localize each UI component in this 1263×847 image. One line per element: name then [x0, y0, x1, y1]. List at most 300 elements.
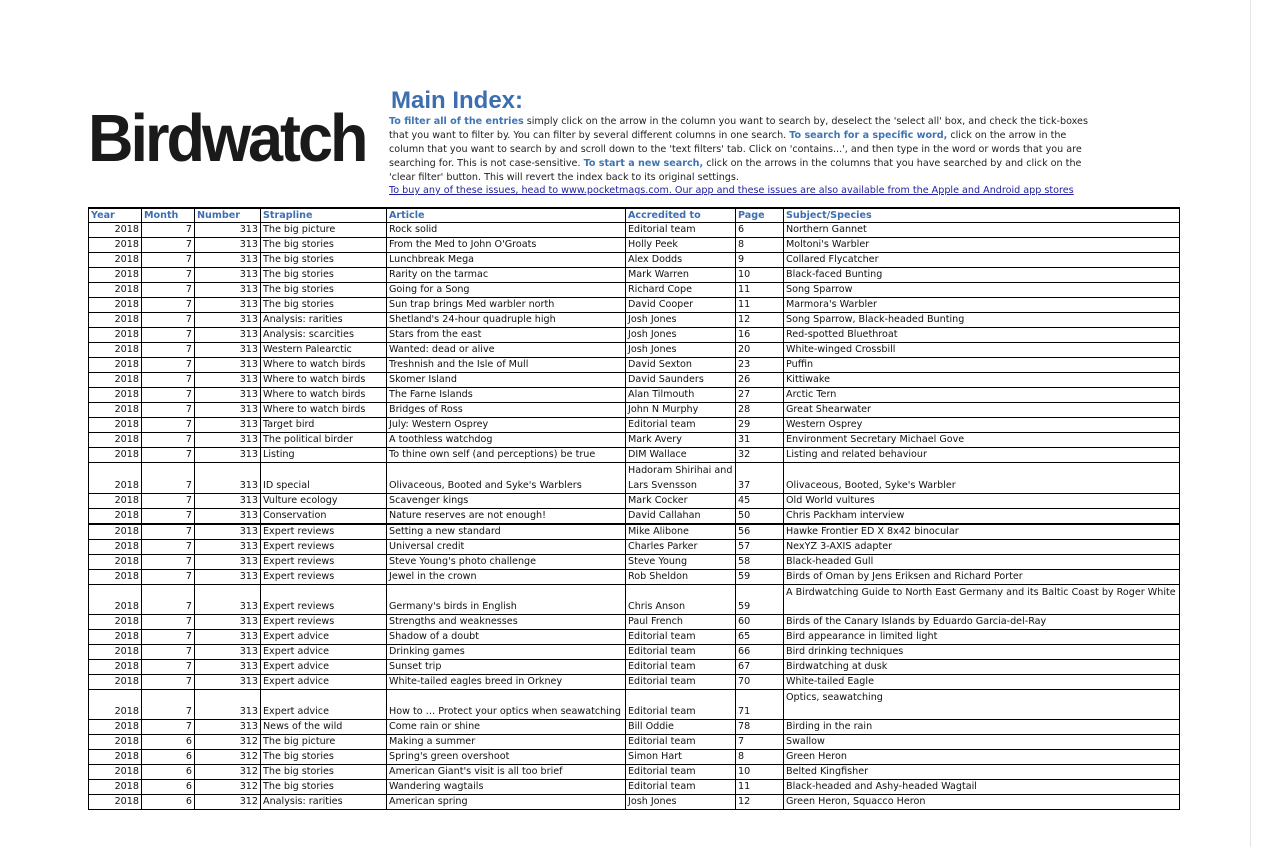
- table-row: [89, 630, 1180, 645]
- cell-year: 2018: [89, 433, 142, 448]
- cell-number: 313: [195, 223, 261, 238]
- cell-number: 313: [195, 660, 261, 675]
- instr-filter-heading: To filter all of the entries: [389, 116, 524, 127]
- cell-year: 2018: [89, 509, 142, 525]
- cell-accredited-to: Mark Avery: [626, 433, 736, 448]
- cell-article: American spring: [387, 795, 626, 810]
- cell-article: From the Med to John O'Groats: [387, 238, 626, 253]
- cell-accredited-to: Editorial team: [626, 223, 736, 238]
- cell-page: 59: [736, 585, 784, 615]
- cell-month: 7: [142, 268, 195, 283]
- cell-article: Sunset trip: [387, 660, 626, 675]
- cell-month: 6: [142, 780, 195, 795]
- cell-year: 2018: [89, 690, 142, 720]
- cell-number: 313: [195, 298, 261, 313]
- cell-month: 7: [142, 570, 195, 585]
- cell-number: 312: [195, 735, 261, 750]
- table-row: [89, 283, 1180, 298]
- table-row: [89, 298, 1180, 313]
- cell-article: Making a summer: [387, 735, 626, 750]
- cell-strapline: Analysis: rarities: [261, 313, 387, 328]
- cell-number: 313: [195, 494, 261, 509]
- cell-accredited-to: David Cooper: [626, 298, 736, 313]
- cell-article: Bridges of Ross: [387, 403, 626, 418]
- cell-strapline: Conservation: [261, 509, 387, 525]
- cell-page: 57: [736, 540, 784, 555]
- cell-year: 2018: [89, 253, 142, 268]
- cell-year: 2018: [89, 283, 142, 298]
- cell-page: 50: [736, 509, 784, 525]
- cell-subject-species: Song Sparrow: [784, 283, 1180, 298]
- cell-subject-species: Green Heron: [784, 750, 1180, 765]
- cell-page: 59: [736, 570, 784, 585]
- table-row: [89, 660, 1180, 675]
- cell-year: 2018: [89, 750, 142, 765]
- cell-number: 313: [195, 463, 261, 494]
- cell-accredited-to: Chris Anson: [626, 585, 736, 615]
- cell-page: 31: [736, 433, 784, 448]
- cell-subject-species: Song Sparrow, Black-headed Bunting: [784, 313, 1180, 328]
- cell-strapline: Vulture ecology: [261, 494, 387, 509]
- cell-subject-species: Birding in the rain: [784, 720, 1180, 735]
- cell-number: 313: [195, 418, 261, 433]
- cell-month: 7: [142, 253, 195, 268]
- cell-month: 6: [142, 735, 195, 750]
- cell-month: 7: [142, 509, 195, 525]
- cell-month: 7: [142, 720, 195, 735]
- table-row: [89, 555, 1180, 570]
- cell-month: 7: [142, 494, 195, 509]
- cell-subject-species: Old World vultures: [784, 494, 1180, 509]
- cell-accredited-to: Josh Jones: [626, 313, 736, 328]
- cell-accredited-to: Editorial team: [626, 675, 736, 690]
- cell-page: 45: [736, 494, 784, 509]
- cell-month: 7: [142, 540, 195, 555]
- cell-month: 7: [142, 223, 195, 238]
- cell-accredited-to: Alex Dodds: [626, 253, 736, 268]
- cell-year: 2018: [89, 615, 142, 630]
- column-header-page[interactable]: Page: [736, 209, 784, 223]
- cell-year: 2018: [89, 223, 142, 238]
- table-row: [89, 448, 1180, 463]
- cell-subject-species: Optics, seawatching: [784, 690, 1180, 720]
- cell-year: 2018: [89, 555, 142, 570]
- cell-page: 78: [736, 720, 784, 735]
- cell-month: 7: [142, 328, 195, 343]
- page-edge-line: [1250, 0, 1251, 847]
- cell-subject-species: Environment Secretary Michael Gove: [784, 433, 1180, 448]
- cell-accredited-to: Mark Cocker: [626, 494, 736, 509]
- cell-year: 2018: [89, 298, 142, 313]
- cell-subject-species: Northern Gannet: [784, 223, 1180, 238]
- cell-page: 71: [736, 690, 784, 720]
- instructions: [389, 115, 1097, 185]
- cell-number: 312: [195, 780, 261, 795]
- cell-accredited-to: Steve Young: [626, 555, 736, 570]
- cell-accredited-to: David Saunders: [626, 373, 736, 388]
- table-row: [89, 313, 1180, 328]
- cell-strapline: Expert advice: [261, 690, 387, 720]
- cell-article: Stars from the east: [387, 328, 626, 343]
- cell-page: 67: [736, 660, 784, 675]
- cell-month: 7: [142, 373, 195, 388]
- cell-accredited-to: Charles Parker: [626, 540, 736, 555]
- cell-month: 7: [142, 343, 195, 358]
- cell-strapline: Expert reviews: [261, 555, 387, 570]
- cell-strapline: The big picture: [261, 223, 387, 238]
- cell-month: 7: [142, 615, 195, 630]
- cell-page: 10: [736, 268, 784, 283]
- cell-year: 2018: [89, 780, 142, 795]
- cell-number: 313: [195, 720, 261, 735]
- cell-subject-species: Arctic Tern: [784, 388, 1180, 403]
- cell-month: 7: [142, 388, 195, 403]
- cell-article: Lunchbreak Mega: [387, 253, 626, 268]
- table-row: [89, 343, 1180, 358]
- table-row: [89, 615, 1180, 630]
- cell-strapline: The big stories: [261, 238, 387, 253]
- cell-page: 60: [736, 615, 784, 630]
- cell-accredited-to: Mike Alibone: [626, 524, 736, 540]
- cell-strapline: Expert advice: [261, 630, 387, 645]
- cell-strapline: The big stories: [261, 765, 387, 780]
- cell-accredited-to: John N Murphy: [626, 403, 736, 418]
- cell-article: Germany's birds in English: [387, 585, 626, 615]
- cell-month: 7: [142, 463, 195, 494]
- column-header-year[interactable]: Year: [89, 209, 142, 223]
- cell-accredited-to: Editorial team: [626, 780, 736, 795]
- column-header-month[interactable]: Month: [142, 209, 195, 223]
- cell-year: 2018: [89, 358, 142, 373]
- cell-number: 313: [195, 630, 261, 645]
- cell-page: 26: [736, 373, 784, 388]
- cell-accredited-to: Editorial team: [626, 418, 736, 433]
- cell-accredited-to: Mark Warren: [626, 268, 736, 283]
- cell-subject-species: Black-headed Gull: [784, 555, 1180, 570]
- cell-year: 2018: [89, 540, 142, 555]
- table-row: [89, 540, 1180, 555]
- cell-number: 313: [195, 403, 261, 418]
- cell-accredited-to: Editorial team: [626, 735, 736, 750]
- cell-strapline: Expert advice: [261, 660, 387, 675]
- cell-accredited-to: Bill Oddie: [626, 720, 736, 735]
- cell-subject-species: White-winged Crossbill: [784, 343, 1180, 358]
- cell-article: Steve Young's photo challenge: [387, 555, 626, 570]
- cell-year: 2018: [89, 570, 142, 585]
- cell-page: 7: [736, 735, 784, 750]
- cell-subject-species: Great Shearwater: [784, 403, 1180, 418]
- table-header-row: [89, 209, 1180, 223]
- cell-page: 6: [736, 223, 784, 238]
- table-row: [89, 524, 1180, 540]
- cell-year: 2018: [89, 313, 142, 328]
- column-header-subject-species[interactable]: Subject/Species: [784, 209, 1180, 223]
- cell-page: 56: [736, 524, 784, 540]
- cell-accredited-to: Paul French: [626, 615, 736, 630]
- table-row: [89, 690, 1180, 720]
- cell-strapline: The big stories: [261, 750, 387, 765]
- instr-filter-text: simply click on the arrow in the column you want to search by, deselect the 'select all' box, and check the tick-boxes that you want to filter by. You can filter by several different columns in one search.: [389, 116, 1088, 141]
- cell-month: 7: [142, 675, 195, 690]
- cell-page: 28: [736, 403, 784, 418]
- cell-strapline: Expert advice: [261, 645, 387, 660]
- cell-strapline: The big stories: [261, 253, 387, 268]
- table-row: [89, 418, 1180, 433]
- cell-strapline: Where to watch birds: [261, 403, 387, 418]
- cell-year: 2018: [89, 675, 142, 690]
- cell-number: 312: [195, 765, 261, 780]
- cell-number: 313: [195, 343, 261, 358]
- table-row: [89, 765, 1180, 780]
- column-header-accredited-to[interactable]: Accredited to: [626, 209, 736, 223]
- cell-article: A toothless watchdog: [387, 433, 626, 448]
- cell-year: 2018: [89, 373, 142, 388]
- cell-number: 313: [195, 373, 261, 388]
- cell-year: 2018: [89, 238, 142, 253]
- cell-article: Jewel in the crown: [387, 570, 626, 585]
- cell-accredited-to: Rob Sheldon: [626, 570, 736, 585]
- cell-number: 313: [195, 570, 261, 585]
- cell-month: 7: [142, 313, 195, 328]
- cell-strapline: News of the wild: [261, 720, 387, 735]
- cell-accredited-to: Editorial team: [626, 660, 736, 675]
- cell-year: 2018: [89, 268, 142, 283]
- cell-number: 313: [195, 253, 261, 268]
- cell-month: 7: [142, 403, 195, 418]
- cell-page: 10: [736, 765, 784, 780]
- cell-month: 7: [142, 585, 195, 615]
- table-row: [89, 509, 1180, 525]
- table-body: [89, 223, 1180, 810]
- cell-year: 2018: [89, 463, 142, 494]
- cell-month: 6: [142, 795, 195, 810]
- cell-subject-species: Puffin: [784, 358, 1180, 373]
- cell-strapline: Expert reviews: [261, 540, 387, 555]
- cell-article: Setting a new standard: [387, 524, 626, 540]
- cell-accredited-to: Holly Peek: [626, 238, 736, 253]
- cell-month: 7: [142, 524, 195, 540]
- cell-page: 70: [736, 675, 784, 690]
- cell-number: 313: [195, 433, 261, 448]
- cell-accredited-to: Editorial team: [626, 645, 736, 660]
- cell-page: 65: [736, 630, 784, 645]
- cell-year: 2018: [89, 645, 142, 660]
- cell-year: 2018: [89, 388, 142, 403]
- table-row: [89, 238, 1180, 253]
- cell-number: 313: [195, 268, 261, 283]
- table-row: [89, 268, 1180, 283]
- table-row: [89, 735, 1180, 750]
- cell-article: Wanted: dead or alive: [387, 343, 626, 358]
- cell-page: 20: [736, 343, 784, 358]
- table-row: [89, 223, 1180, 238]
- table-row: [89, 494, 1180, 509]
- cell-page: 29: [736, 418, 784, 433]
- cell-accredited-to: Simon Hart: [626, 750, 736, 765]
- cell-subject-species: Olivaceous, Booted, Syke's Warbler: [784, 463, 1180, 494]
- cell-month: 7: [142, 690, 195, 720]
- cell-subject-species: Western Osprey: [784, 418, 1180, 433]
- cell-strapline: Expert reviews: [261, 524, 387, 540]
- cell-page: 11: [736, 283, 784, 298]
- cell-number: 313: [195, 448, 261, 463]
- cell-number: 313: [195, 524, 261, 540]
- cell-number: 313: [195, 690, 261, 720]
- cell-page: 12: [736, 795, 784, 810]
- cell-subject-species: A Birdwatching Guide to North East Germany and its Baltic Coast by Roger White: [784, 585, 1180, 615]
- cell-page: 32: [736, 448, 784, 463]
- cell-article: Drinking games: [387, 645, 626, 660]
- table-row: [89, 358, 1180, 373]
- cell-article: Come rain or shine: [387, 720, 626, 735]
- cell-page: 66: [736, 645, 784, 660]
- cell-article: Rarity on the tarmac: [387, 268, 626, 283]
- column-header-article[interactable]: Article: [387, 209, 626, 223]
- cell-page: 8: [736, 238, 784, 253]
- cell-year: 2018: [89, 720, 142, 735]
- cell-strapline: The big stories: [261, 780, 387, 795]
- cell-year: 2018: [89, 585, 142, 615]
- cell-strapline: Expert advice: [261, 675, 387, 690]
- page-title: Main Index:: [391, 87, 524, 114]
- cell-subject-species: NexYZ 3-AXIS adapter: [784, 540, 1180, 555]
- cell-month: 7: [142, 358, 195, 373]
- cell-article: Olivaceous, Booted and Syke's Warblers: [387, 463, 626, 494]
- cell-subject-species: Belted Kingfisher: [784, 765, 1180, 780]
- cell-accredited-to: David Sexton: [626, 358, 736, 373]
- cell-month: 6: [142, 750, 195, 765]
- table-row: [89, 585, 1180, 615]
- cell-article: Shadow of a doubt: [387, 630, 626, 645]
- cell-article: To thine own self (and perceptions) be true: [387, 448, 626, 463]
- cell-number: 312: [195, 795, 261, 810]
- buy-issues-link[interactable]: To buy any of these issues, head to www.pocketmags.com. Our app and these issues are also available from the Apple and Android app stores: [389, 185, 1074, 196]
- cell-article: Strengths and weaknesses: [387, 615, 626, 630]
- cell-article: The Farne Islands: [387, 388, 626, 403]
- cell-strapline: Analysis: rarities: [261, 795, 387, 810]
- cell-strapline: Where to watch birds: [261, 388, 387, 403]
- cell-month: 7: [142, 298, 195, 313]
- cell-number: 313: [195, 238, 261, 253]
- cell-year: 2018: [89, 343, 142, 358]
- cell-accredited-to: Josh Jones: [626, 328, 736, 343]
- cell-subject-species: Birds of Oman by Jens Eriksen and Richard Porter: [784, 570, 1180, 585]
- cell-month: 7: [142, 238, 195, 253]
- table-row: [89, 403, 1180, 418]
- cell-year: 2018: [89, 735, 142, 750]
- cell-year: 2018: [89, 418, 142, 433]
- cell-month: 7: [142, 283, 195, 298]
- cell-strapline: Target bird: [261, 418, 387, 433]
- cell-month: 7: [142, 433, 195, 448]
- cell-strapline: Analysis: scarcities: [261, 328, 387, 343]
- column-header-number[interactable]: Number: [195, 209, 261, 223]
- cell-page: 9: [736, 253, 784, 268]
- cell-article: Shetland's 24-hour quadruple high: [387, 313, 626, 328]
- cell-article: Nature reserves are not enough!: [387, 509, 626, 525]
- cell-page: 23: [736, 358, 784, 373]
- cell-accredited-to: Editorial team: [626, 765, 736, 780]
- cell-strapline: The big stories: [261, 283, 387, 298]
- column-header-strapline[interactable]: Strapline: [261, 209, 387, 223]
- instr-reset-text: click on the arrows in the columns that you have searched by and click on the 'clear filter' button. This will revert the index back to its original settings.: [389, 158, 1082, 183]
- cell-article: July: Western Osprey: [387, 418, 626, 433]
- cell-accredited-to: Alan Tilmouth: [626, 388, 736, 403]
- cell-article: White-tailed eagles breed in Orkney: [387, 675, 626, 690]
- cell-accredited-to: Editorial team: [626, 630, 736, 645]
- cell-accredited-to: DIM Wallace: [626, 448, 736, 463]
- cell-article: Sun trap brings Med warbler north: [387, 298, 626, 313]
- table-row: [89, 463, 1180, 494]
- cell-page: 11: [736, 780, 784, 795]
- cell-number: 313: [195, 328, 261, 343]
- cell-subject-species: Black-faced Bunting: [784, 268, 1180, 283]
- cell-subject-species: Green Heron, Squacco Heron: [784, 795, 1180, 810]
- cell-strapline: Western Palearctic: [261, 343, 387, 358]
- cell-subject-species: Swallow: [784, 735, 1180, 750]
- cell-year: 2018: [89, 524, 142, 540]
- cell-accredited-to: Hadoram Shirihai and Lars Svensson: [626, 463, 736, 494]
- table-row: [89, 373, 1180, 388]
- cell-article: Universal credit: [387, 540, 626, 555]
- cell-article: Treshnish and the Isle of Mull: [387, 358, 626, 373]
- cell-page: 27: [736, 388, 784, 403]
- cell-article: Spring's green overshoot: [387, 750, 626, 765]
- cell-number: 313: [195, 358, 261, 373]
- cell-subject-species: Hawke Frontier ED X 8x42 binocular: [784, 524, 1180, 540]
- cell-number: 313: [195, 615, 261, 630]
- cell-year: 2018: [89, 328, 142, 343]
- cell-number: 313: [195, 283, 261, 298]
- cell-year: 2018: [89, 494, 142, 509]
- cell-year: 2018: [89, 403, 142, 418]
- cell-month: 7: [142, 645, 195, 660]
- cell-year: 2018: [89, 765, 142, 780]
- table-row: [89, 795, 1180, 810]
- cell-strapline: ID special: [261, 463, 387, 494]
- cell-month: 6: [142, 765, 195, 780]
- table-row: [89, 675, 1180, 690]
- cell-accredited-to: Editorial team: [626, 690, 736, 720]
- cell-strapline: The big stories: [261, 268, 387, 283]
- cell-strapline: The big stories: [261, 298, 387, 313]
- cell-year: 2018: [89, 630, 142, 645]
- cell-strapline: Listing: [261, 448, 387, 463]
- cell-month: 7: [142, 448, 195, 463]
- cell-subject-species: Birds of the Canary Islands by Eduardo Garcia-del-Ray: [784, 615, 1180, 630]
- instr-search-heading: To search for a specific word,: [789, 130, 948, 141]
- cell-accredited-to: Richard Cope: [626, 283, 736, 298]
- cell-strapline: The political birder: [261, 433, 387, 448]
- cell-subject-species: Red-spotted Bluethroat: [784, 328, 1180, 343]
- cell-page: 58: [736, 555, 784, 570]
- cell-article: How to … Protect your optics when seawatching: [387, 690, 626, 720]
- cell-year: 2018: [89, 795, 142, 810]
- cell-article: Going for a Song: [387, 283, 626, 298]
- cell-strapline: Expert reviews: [261, 585, 387, 615]
- table-row: [89, 645, 1180, 660]
- cell-month: 7: [142, 418, 195, 433]
- table-row: [89, 780, 1180, 795]
- cell-subject-species: Kittiwake: [784, 373, 1180, 388]
- cell-number: 313: [195, 509, 261, 525]
- cell-number: 313: [195, 585, 261, 615]
- cell-subject-species: Marmora's Warbler: [784, 298, 1180, 313]
- cell-subject-species: Bird drinking techniques: [784, 645, 1180, 660]
- cell-article: American Giant's visit is all too brief: [387, 765, 626, 780]
- cell-article: Skomer Island: [387, 373, 626, 388]
- cell-subject-species: Chris Packham interview: [784, 509, 1180, 525]
